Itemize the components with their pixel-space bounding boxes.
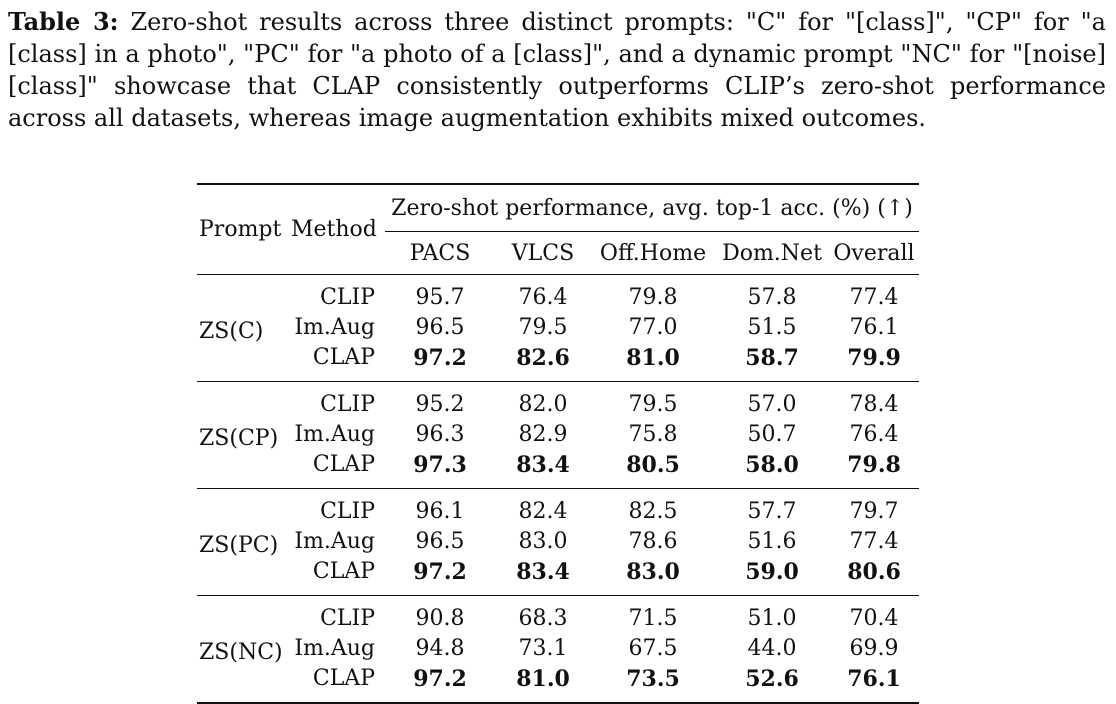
table-row [197,343,919,382]
value-cell: 70.4 [849,606,899,631]
method-cell: CLAP [312,666,375,691]
value-cell: 96.5 [415,529,465,554]
header-method: Method [291,217,377,242]
value-cell: 96.5 [415,315,465,340]
value-cell: 83.4 [516,452,570,478]
value-cell: 95.2 [415,392,465,417]
method-cell: CLIP [320,606,375,631]
value-cell: 79.8 [628,285,678,310]
column-header-pacs: PACS [409,240,471,266]
value-cell: 97.3 [413,452,467,478]
value-cell: 51.0 [747,606,797,631]
value-cell: 75.8 [628,422,678,447]
value-cell: 96.3 [415,422,465,447]
value-cell: 59.0 [745,559,799,585]
value-cell: 79.7 [849,499,899,524]
value-cell: 44.0 [747,636,797,661]
value-cell: 77.0 [628,315,678,340]
method-cell: CLIP [320,392,375,417]
table-row [197,420,919,450]
value-cell: 58.7 [745,345,799,371]
value-cell: 95.7 [415,285,465,310]
value-cell: 94.8 [415,636,465,661]
prompt-cell: ZS(NC) [199,640,283,665]
value-cell: 76.4 [849,422,899,447]
value-cell: 83.0 [518,529,568,554]
column-header-vlcs: VLCS [511,240,575,266]
value-cell: 82.4 [518,499,568,524]
value-cell: 82.6 [516,345,570,371]
method-cell: Im.Aug [294,422,375,447]
value-cell: 71.5 [628,606,678,631]
value-cell: 83.0 [626,559,680,585]
value-cell: 90.8 [415,606,465,631]
value-cell: 57.7 [747,499,797,524]
prompt-cell: ZS(PC) [199,533,279,558]
header-group: Zero-shot performance, avg. top-1 acc. (%) (↑) [385,184,919,232]
table-row [197,313,919,343]
table-row [197,557,919,596]
method-cell: Im.Aug [294,315,375,340]
table-row [197,596,919,635]
table-row [197,275,919,314]
value-cell: 76.1 [847,666,901,692]
value-cell: 97.2 [413,345,467,371]
table-row [197,382,919,421]
header-row-1 [197,184,919,232]
table-row [197,527,919,557]
column-header-officehome: Off.Home [599,240,707,266]
value-cell: 82.5 [628,499,678,524]
value-cell: 81.0 [626,345,680,371]
value-cell: 76.1 [849,315,899,340]
column-header-domainnet: Dom.Net [722,240,822,266]
value-cell: 79.5 [518,315,568,340]
value-cell: 82.9 [518,422,568,447]
value-cell: 97.2 [413,666,467,692]
value-cell: 80.6 [847,559,901,585]
value-cell: 81.0 [516,666,570,692]
value-cell: 73.5 [626,666,680,692]
value-cell: 68.3 [518,606,568,631]
method-cell: CLIP [320,285,375,310]
method-cell: Im.Aug [294,529,375,554]
value-cell: 50.7 [747,422,797,447]
value-cell: 67.5 [628,636,678,661]
method-cell: CLAP [312,559,375,584]
value-cell: 57.8 [747,285,797,310]
table-row [197,664,919,703]
value-cell: 58.0 [745,452,799,478]
caption-label: Table 3: [8,7,119,36]
method-cell: CLAP [312,452,375,477]
value-cell: 51.6 [747,529,797,554]
value-cell: 79.5 [628,392,678,417]
method-cell: Im.Aug [294,636,375,661]
value-cell: 79.9 [847,345,901,371]
value-cell: 52.6 [745,666,799,692]
method-cell: CLIP [320,499,375,524]
value-cell: 96.1 [415,499,465,524]
prompt-cell: ZS(CP) [199,426,279,451]
value-cell: 69.9 [849,636,899,661]
value-cell: 97.2 [413,559,467,585]
value-cell: 77.4 [849,285,899,310]
value-cell: 80.5 [626,452,680,478]
results-table [197,183,919,704]
value-cell: 83.4 [516,559,570,585]
method-cell: CLAP [312,345,375,370]
value-cell: 76.4 [518,285,568,310]
value-cell: 57.0 [747,392,797,417]
value-cell: 79.8 [847,452,901,478]
prompt-cell: ZS(C) [199,319,264,344]
value-cell: 78.6 [628,529,678,554]
caption-text: Zero-shot results across three distinct prompts: "C" for "[class]", "CP" for "a [class] in a photo", "PC" for "a photo of a [class]", and a dynamic prompt "NC" for "[noise][class]" showcase that CLAP consistently outperforms CLIP’s zero-shot performance across all datasets, whereas image augmentation exhibits mixed outcomes. [8,8,1106,132]
value-cell: 73.1 [518,636,568,661]
table-body [197,275,919,704]
table-row [197,489,919,528]
value-cell: 82.0 [518,392,568,417]
table-row [197,450,919,489]
results-table-wrapper [197,183,919,704]
value-cell: 51.5 [747,315,797,340]
value-cell: 78.4 [849,392,899,417]
column-header-overall: Overall [833,240,915,266]
header-prompt: Prompt [199,217,282,242]
value-cell: 77.4 [849,529,899,554]
table-caption [8,6,1106,134]
table-row [197,634,919,664]
